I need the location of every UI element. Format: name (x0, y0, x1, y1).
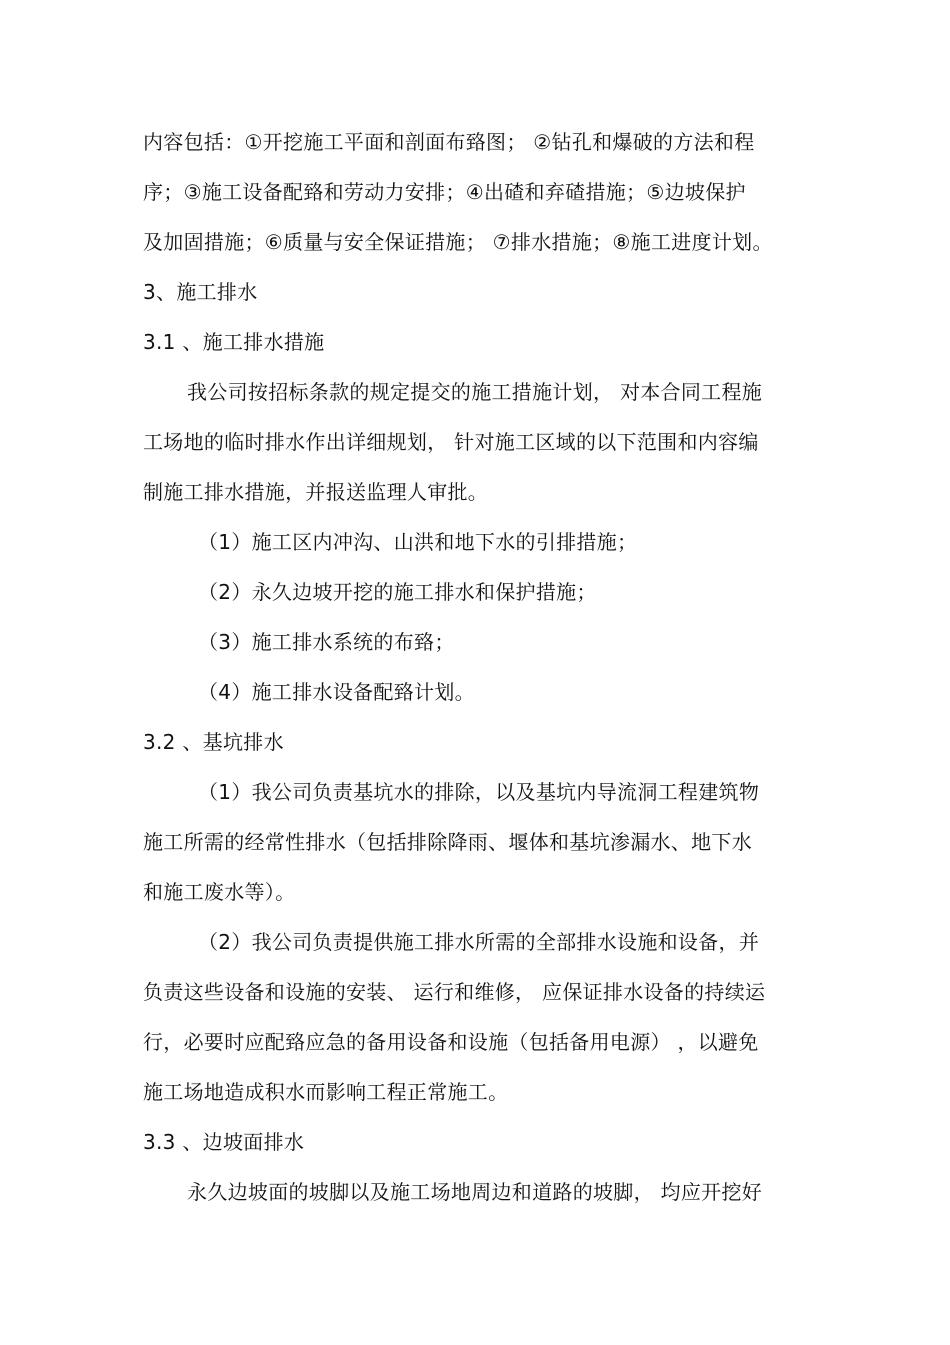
paragraph-line: 我公司按招标条款的规定提交的施工措施计划， 对本合同工程施 (187, 380, 763, 404)
paragraph-line: 工场地的临时排水作出详细规划， 针对施工区域的以下范围和内容编 (143, 430, 759, 454)
subsection-heading: 3.2 、基坑排水 (143, 730, 284, 754)
paragraph-line: 内容包括：①开挖施工平面和剖面布臵图； ②钻孔和爆破的方法和程 (143, 130, 755, 154)
paragraph-line: 行，必要时应配臵应急的备用设备和设施（包括备用电源） ，以避免 (143, 1030, 759, 1054)
paragraph-line: 序；③施工设备配臵和劳动力安排；④出碴和弃碴措施；⑤边坡保护 (143, 180, 746, 204)
subsection-heading: 3.1 、施工排水措施 (143, 330, 325, 354)
paragraph-line: 永久边坡面的坡脚以及施工场地周边和道路的坡脚， 均应开挖好 (187, 1180, 763, 1204)
section-heading: 3、施工排水 (143, 280, 258, 304)
paragraph-line: 及加固措施；⑥质量与安全保证措施； ⑦排水措施；⑧施工进度计划。 (143, 230, 773, 254)
list-item: （2）永久边坡开挖的施工排水和保护措施； (198, 580, 597, 604)
subsection-heading: 3.3 、边坡面排水 (143, 1130, 305, 1154)
paragraph-line: （1）我公司负责基坑水的排除，以及基坑内导流洞工程建筑物 (198, 780, 760, 804)
list-item: （3）施工排水系统的布臵； (198, 630, 455, 654)
paragraph-line: 施工所需的经常性排水（包括排除降雨、堰体和基坑渗漏水、地下水 (143, 830, 752, 854)
list-item: （1）施工区内冲沟、山洪和地下水的引排措施； (198, 530, 638, 554)
paragraph-line: 负责这些设备和设施的安装、 运行和维修， 应保证排水设备的持续运 (143, 980, 766, 1004)
paragraph-line: 和施工废水等）。 (143, 880, 296, 904)
paragraph-line: 制施工排水措施，并报送监理人审批。 (143, 480, 489, 504)
list-item: （4）施工排水设备配臵计划。 (198, 680, 475, 704)
paragraph-line: （2）我公司负责提供施工排水所需的全部排水设施和设备，并 (198, 930, 760, 954)
paragraph-line: 施工场地造成积水而影响工程正常施工。 (143, 1080, 509, 1104)
